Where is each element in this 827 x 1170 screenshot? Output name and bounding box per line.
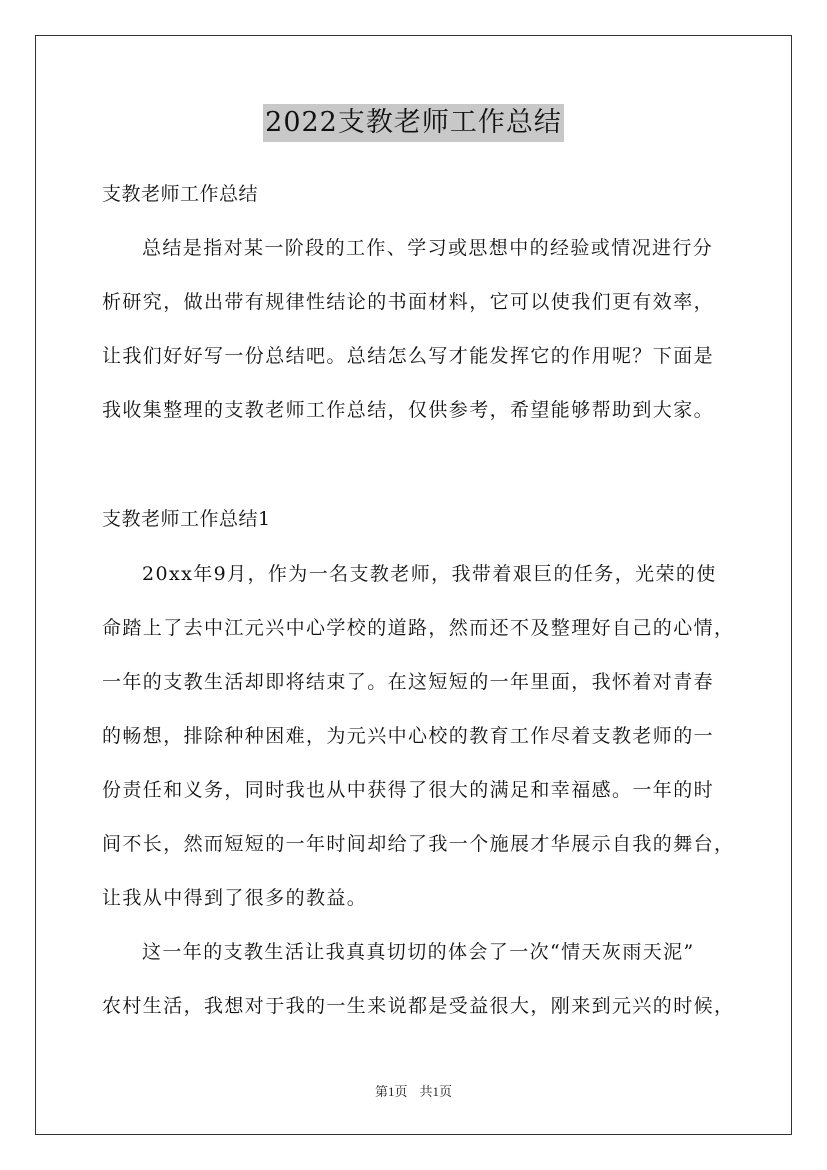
- paragraph-line: 份责任和义务，同时我也从中获得了很大的满足和幸福感。一年的时: [102, 779, 715, 801]
- intro-line: 我收集整理的支教老师工作总结，仅供参考，希望能够帮助到大家。: [102, 399, 715, 421]
- paragraph-line: 让我从中得到了很多的教益。: [102, 887, 368, 909]
- paragraph-line: 一年的支教生活却即将结束了。在这短短的一年里面，我怀着对青春: [102, 671, 715, 693]
- paragraph-line: 的畅想，排除种种困难，为元兴中心校的教育工作尽着支教老师的一: [102, 725, 715, 747]
- document-title-text: 2022支教老师工作总结: [263, 104, 564, 142]
- section-heading: 支教老师工作总结: [102, 183, 259, 205]
- page-footer: [0, 1084, 827, 1100]
- paragraph-line: 命踏上了去中江元兴中心学校的道路，然而还不及整理好自己的心情，: [102, 617, 735, 639]
- paragraph-line: 20xx年9月，作为一名支教老师，我带着艰巨的任务，光荣的使: [142, 563, 717, 585]
- paragraph-line: 间不长，然而短短的一年时间却给了我一个施展才华展示自我的舞台，: [102, 833, 735, 855]
- intro-line: 析研究，做出带有规律性结论的书面材料，它可以使我们更有效率，: [102, 291, 715, 313]
- document-title: [0, 104, 827, 142]
- paragraph-line: 这一年的支教生活让我真真切切的体会了一次“情天灰雨天泥”: [142, 941, 695, 963]
- article-subheading: 支教老师工作总结1: [102, 508, 271, 530]
- page-number: 第1页: [374, 1084, 408, 1099]
- page-total: 共1页: [419, 1084, 453, 1099]
- paragraph-line: 农村生活，我想对于我的一生来说都是受益很大，刚来到元兴的时候，: [102, 995, 735, 1017]
- intro-line: 总结是指对某一阶段的工作、学习或思想中的经验或情况进行分: [142, 237, 714, 259]
- intro-line: 让我们好好写一份总结吧。总结怎么写才能发挥它的作用呢？下面是: [102, 345, 715, 367]
